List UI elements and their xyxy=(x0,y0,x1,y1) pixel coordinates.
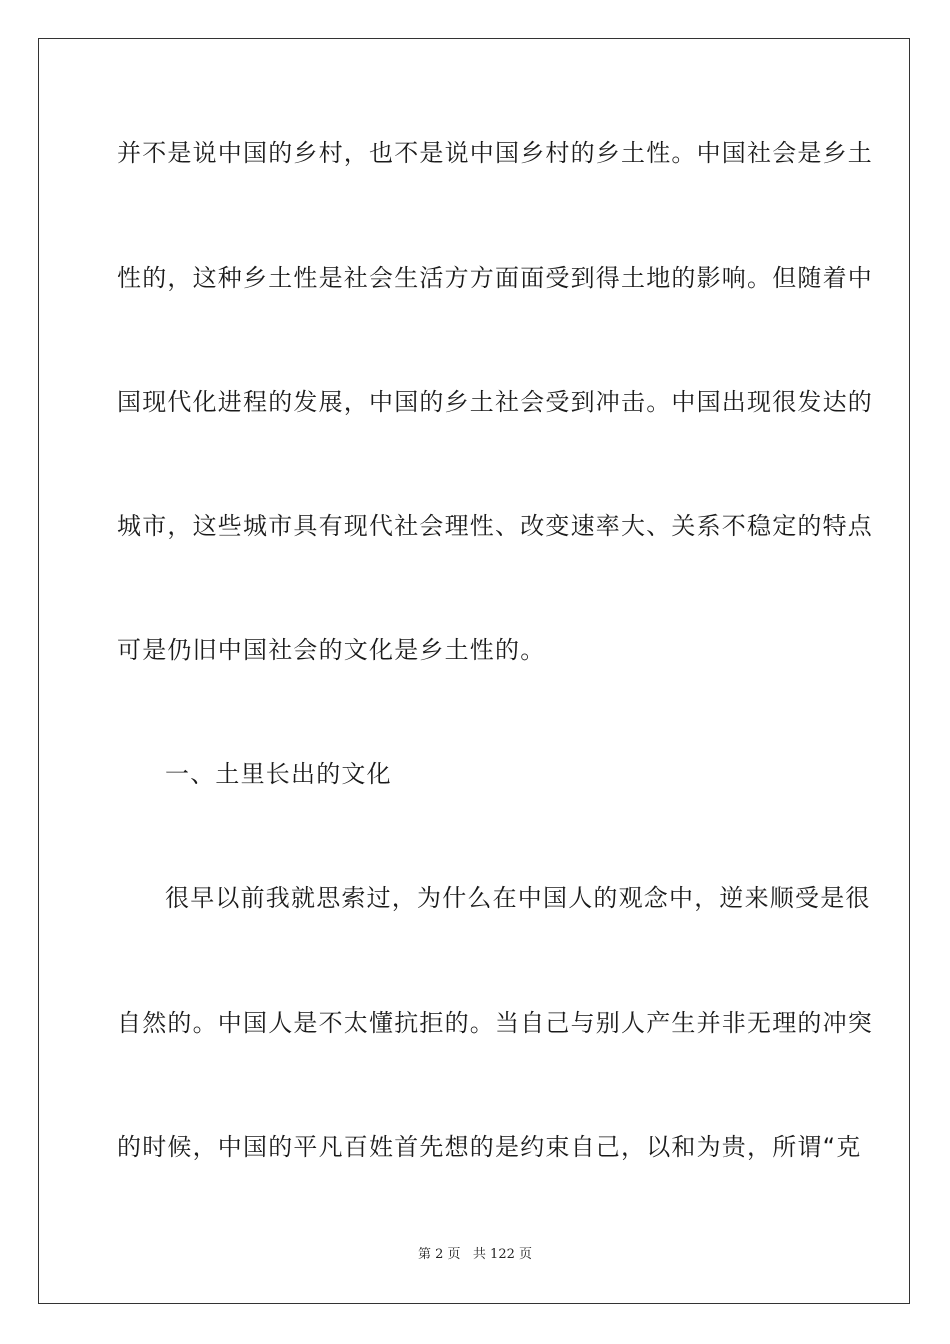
body-text-line: 很早以前我就思索过，为什么在中国人的观念中，逆来顺受是很 xyxy=(165,884,871,912)
body-text-line: 的时候，中国的平凡百姓首先想的是约束自己，以和为贵，所谓“克 xyxy=(117,1133,862,1161)
section-heading: 一、土里长出的文化 xyxy=(165,760,392,788)
body-text-line: 可是仍旧中国社会的文化是乡土性的。 xyxy=(117,636,546,664)
body-text-line: 并不是说中国的乡村，也不是说中国乡村的乡土性。中国社会是乡土 xyxy=(117,139,873,167)
body-text-line: 城市，这些城市具有现代社会理性、改变速率大、关系不稳定的特点 xyxy=(117,512,873,540)
body-text-line: 性的，这种乡土性是社会生活方方面面受到得土地的影响。但随着中 xyxy=(117,264,873,292)
body-text-line: 自然的。中国人是不太懂抗拒的。当自己与别人产生并非无理的冲突 xyxy=(117,1009,873,1037)
page-number-footer: 第 2 页 共 122 页 xyxy=(417,1247,532,1262)
page-border xyxy=(38,38,910,1304)
body-text-line: 国现代化进程的发展，中国的乡土社会受到冲击。中国出现很发达的 xyxy=(117,388,873,416)
